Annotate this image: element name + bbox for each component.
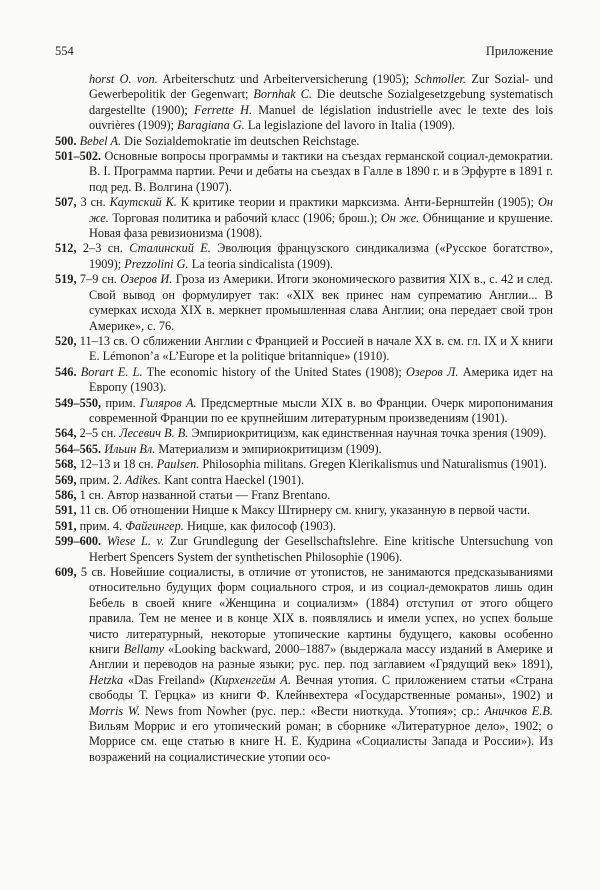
entry-text: Die deutsche Sozialgesetzgebung systematisch dargestellte (1900); [89, 87, 553, 117]
entry-author: Лесевич В. В. [119, 426, 189, 441]
entry-author: Schmoller. [414, 72, 467, 86]
entry-author: Paulsen. [156, 457, 200, 472]
bibliography-entry: 549–550, прим. Гиляров А. Предсмертные мысли XIX в. во Франции. Очерк миропонимания современной Франции по ее крупнейшим литературным произведениям (1901). [55, 395, 553, 425]
entry-text: Гроза из Америки. Итоги экономического развития XIX в., с. 42 и след. Свой вывод он формулирует так: «XIX век принес нам супрематию Англии... В сумерках исхода XIX в. меркнет промышленная слава Англии; она передает свой трон Америке», с. 76. [89, 272, 553, 333]
entry-number: 549–550, [55, 395, 102, 410]
entry-text: Вильям Моррис и его утопический роман; в сборнике «Литературное дело», 1902; о Моррисе см. еще статью в книге Н. Е. Кудрина «Социалисты Запада и России»). Из возражений на социалистические утопии осо- [89, 719, 553, 764]
entry-author: Hetzka [89, 672, 124, 687]
entry-number: 564, [55, 426, 77, 441]
entry-author: Ильин Вл. [104, 441, 156, 456]
entry-text: К критике теории и практики марксизма. Анти-Бернштейн (1905); [176, 195, 539, 210]
entry-author: Baragiana G. [177, 118, 245, 133]
entry-author: Он же. [380, 210, 420, 225]
entry-text: Торговая политика и рабочий класс (1906; брош.); [108, 210, 381, 225]
bibliography-entry: 586, 1 сн. Автор названной статьи — Franz Brentano. [55, 487, 331, 502]
entry-author: Он же. [89, 195, 553, 225]
entry-author: Prezzolini G. [124, 256, 189, 271]
bibliography-entry: 591, 11 св. Об отношении Ницше к Максу Штирнеру см. книгу, указанную в первой части. [55, 503, 531, 518]
bibliography-entry: 520, 11–13 св. О сближении Англии с Францией и Россией в начале XX в. см. гл. IX и X книги E. Lémonon’a «L’Europe et la politique britannique» (1910). [55, 333, 553, 364]
entry-number: 501–502. [55, 149, 102, 164]
entry-author: Ferrette H. [194, 102, 253, 117]
entry-number: 569, [55, 472, 77, 487]
entry-number: 591, [55, 503, 77, 518]
section-title: Приложение [485, 44, 553, 58]
entry-text: Philosophia militans. Gregen Klerikalismus und Naturalismus (1901). [199, 457, 547, 472]
entry-author: Bornhak C. [253, 87, 312, 102]
entry-number: 520, [55, 333, 77, 348]
entry-number: 519, [55, 272, 77, 287]
entries-list [55, 72, 553, 765]
entry-author: horst O. von. [89, 72, 158, 86]
entry-text: О сближении Англии с Францией и Россией в начале XX в. см. гл. IX и X книги E. Lémonon’a «L’Europe et la politique britannique» (1910). [89, 333, 553, 364]
entry-author: Кирхенгейм А. [214, 672, 291, 687]
entry-number: 568, [55, 457, 77, 472]
entry-author: Файгингер. [125, 518, 184, 533]
entry-text: Основные вопросы программы и тактики на съездах германской социал-демократии. В. I. Программа партии. Речи и дебаты на съездах в Галле в 1890 г. и в Эрфурте в 1891 г. под ред. В. Волгина (1907). [89, 149, 553, 194]
entry-text: Вечная утопия. С приложением статьи «Страна свободы Т. Герцка» из книги Ф. Клейнвехтера «Государственные романы», 1902) и [89, 672, 554, 703]
page-header [55, 44, 553, 59]
entry-number: 609, [55, 565, 77, 579]
page-number: 554 [55, 44, 74, 58]
entry-author: Гиляров А. [140, 395, 197, 410]
entry-text: The economic history of the United States (1908); [142, 364, 406, 379]
entry-text: Manuel de législation industrielle avec le texte des lois ouvrières (1909); [89, 102, 553, 133]
entry-number: 599–600. [55, 534, 102, 549]
entry-author: Bebel A. [79, 133, 122, 148]
entry-text: Kant contra Haeckel (1901). [161, 472, 305, 487]
entry-text: Ницше, как философ (1903). [183, 518, 337, 533]
bibliography-entry [55, 134, 553, 149]
entry-text: «Looking backward, 2000–1887» (выдержала массу изданий в Америке и Англии и переводов на разные языки; рус. пер. под заглавием «Грядущий век» 1891), [89, 642, 553, 672]
bibliography-entry [55, 534, 553, 565]
entry-text: La teoria sindicalista (1909). [188, 256, 334, 271]
entry-author: Wiese L. v. [106, 534, 165, 549]
bibliography-entry: 569, прим. 2. Adikes. Kant contra Haeckel (1901). [55, 472, 305, 487]
entry-author: Morris W. [89, 703, 141, 718]
entry-text: Эмпириокритицизм, как единственная научная точка зрения (1909). [188, 426, 547, 441]
entry-text: Zur Grundlegung der Gesellschaftslehre. Eine kritische Untersuchung von Herbert Spencers System der synthetischen Philosophie (1906). [89, 534, 553, 564]
entry-text: Предсмертные мысли XIX в. во Франции. Очерк миропонимания современной Франции по ее крупнейшим литературным произведениям (1901). [89, 395, 553, 425]
entry-author: Bellamy [123, 642, 165, 657]
entry-text: Автор названной статьи — Franz Brentano. [107, 487, 331, 502]
bibliography-entry: 564, 2–5 сн. Лесевич В. В. Эмпириокритицизм, как единственная научная точка зрения (1909). [55, 426, 547, 441]
entry-text: Об отношении Ницше к Максу Штирнеру см. книгу, указанную в первой части. [111, 503, 531, 518]
entry-author: Borart E. L. [80, 364, 143, 379]
entry-number: 586, [55, 487, 77, 502]
entry-number: 564–565. [55, 441, 102, 456]
entry-text: Эволюция французского синдикализма («Русское богатство», 1909); [89, 241, 553, 271]
entry-author: Аничков Е.В. [484, 703, 553, 718]
entry-text: Новейшие социалисты, в отличие от утопистов, не занимаются предсказываниями относительно будущих форм социального строя, и из социал-демократов лишь один Бебель в своей книге «Женщина и социализм» (1884) отступил от этого общего правила. Тем не менее и в конце XIX в. появлялись и имели успех, но успех больше чисто литературный, некоторые утопические картины будущего, каковы особенно книги [89, 565, 553, 657]
entry-text: Die Sozialdemokratie im deutschen Reichstage. [121, 133, 360, 148]
entry-text: Обнищание и крушение. Новая фаза ревизионизма (1908). [89, 210, 553, 241]
bibliography-entry: 519, 7–9 сн. Озеров И. Гроза из Америки. Итоги экономического развития XIX в., с. 42 и след. Свой вывод он формулирует так: «XIX век принес нам супрематию Англии... В сумерках исхода XIX в. меркнет промышленная слава Англии; она передает свой трон Америке», с. 76. [55, 272, 553, 333]
bibliography-entry: 507, 3 сн. Каутский К. К критике теории и практики марксизма. Анти-Бернштейн (1905); Он же. Торговая политика и рабочий класс (1906; брош.); Он же. Обнищание и крушение. Новая фаза ревизионизма (1908). [55, 195, 553, 241]
entry-author: Озеров Л. [406, 364, 459, 379]
entry-number: 512, [55, 241, 77, 256]
entry-text: La legislazione del lavoro in Italia (1909). [244, 118, 456, 133]
bibliography-entry: 591, прим. 4. Файгингер. Ницше, как философ (1903). [55, 518, 337, 533]
bibliography-entry: 568, 12–13 и 18 сн. Paulsen. Philosophia militans. Gregen Klerikalismus und Naturalismus (1901). [55, 457, 547, 472]
bibliography-entry [55, 365, 553, 396]
entry-author: Adikes. [125, 472, 162, 487]
entry-text: Zur Sozial- und Gewerbepolitik der Gegenwart; [89, 72, 553, 102]
entry-author: Сталинский Е. [129, 241, 211, 256]
continued-paragraph [55, 72, 553, 134]
entry-author: Озеров И. [120, 272, 173, 287]
bibliography-entry: 609, 5 св. Новейшие социалисты, в отличие от утопистов, не занимаются предсказываниями относительно будущих форм социального строя, и из социал-демократов лишь один Бебель в своей книге «Женщина и социализм» (1884) отступил от этого общего правила. Тем не менее и в конце XIX в. появлялись и имели успех, но успех больше чисто литературный, некоторые утопические картины будущего, каковы особенно книги Bellamy «Looking backward, 2000–1887» (выдержала массу изданий в Америке и Англии и переводов на разные языки; рус. пер. под заглавием «Грядущий век» 1891), Hetzka «Das Freiland» (Кирхенгейм А. Вечная утопия. С приложением статьи «Страна свободы Т. Герцка» из книги Ф. Клейнвехтера «Государственные романы», 1902) и Morris W. News from Nowher (рус. пер.: «Вести ниоткуда. Утопия»; ср.: Аничков Е.В. Вильям Моррис и его утопический роман; в сборнике «Литературное дело», 1902; о Моррисе см. еще статью в книге Н. Е. Кудрина «Социалисты Запада и России»). Из возражений на социалистические утопии осо- [55, 565, 554, 764]
entry-number: 546. [55, 364, 77, 379]
entry-number: 591, [55, 518, 77, 533]
bibliography-entry [55, 442, 553, 457]
bibliography-entry: 512, 2–3 сн. Сталинский Е. Эволюция французского синдикализма («Русское богатство», 1909); Prezzolini G. La teoria sindicalista (1909). [55, 241, 553, 271]
entry-text: Америка идет на Европу (1903). [89, 364, 553, 395]
entry-number: 507, [55, 195, 77, 210]
entry-text: Arbeiterschutz und Arbeiterversicherung (1905); [157, 72, 415, 86]
entry-number: 500. [55, 133, 77, 148]
entry-author: Каутский К. [109, 195, 177, 210]
entry-text: News from Nowher (рус. пер.: «Вести ниоткуда. Утопия»; ср.: [140, 703, 485, 718]
entry-text: «Das Freiland» ( [123, 672, 215, 687]
bibliography-entry [55, 149, 553, 195]
entry-text: Материализм и эмпириокритицизм (1909). [155, 441, 382, 456]
